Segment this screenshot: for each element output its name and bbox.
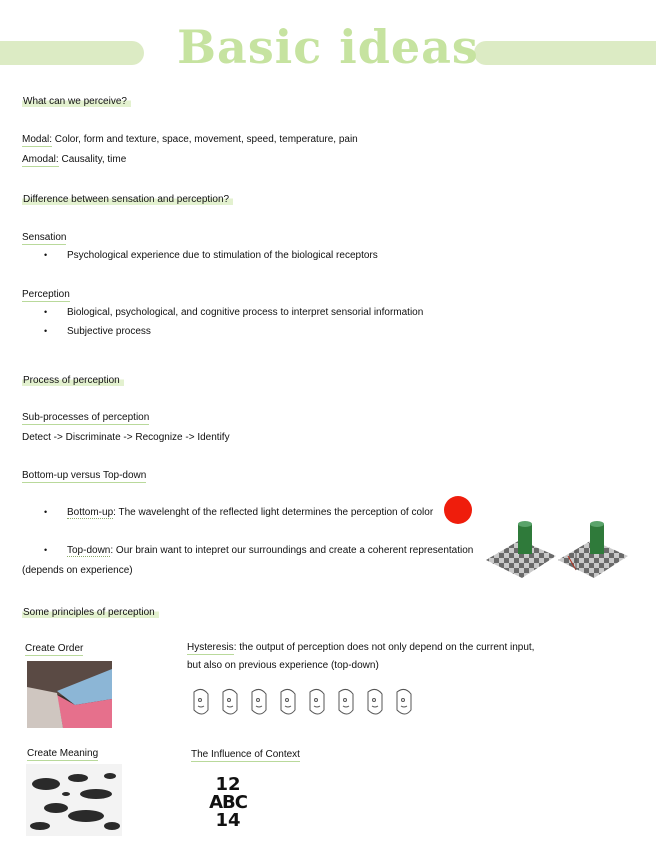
bottom-up-line <box>67 506 433 519</box>
hysteresis-line <box>187 641 534 654</box>
top-down-text: : Our brain want to intepret our surroundings and create a coherent representation <box>110 545 474 556</box>
perception-heading: Perception <box>22 289 70 300</box>
heading-difference: Difference between sensation and perception? <box>22 193 233 206</box>
hysteresis-text: : the output of perception does not only depend on the current input, <box>233 642 535 653</box>
perception-bullet-1: Biological, psychological, and cognitive process to interpret sensorial information <box>67 307 424 318</box>
context-figure-middle: ABC <box>209 792 247 813</box>
modal-label: Modal: <box>22 134 53 145</box>
heading-process: Process of perception <box>22 374 124 387</box>
context-heading: The Influence of Context <box>191 749 300 760</box>
top-down-text-2: (depends on experience) <box>22 565 133 576</box>
amodal-line <box>22 153 126 166</box>
bottom-up-label: Bottom-up <box>67 507 114 518</box>
context-figure <box>200 776 256 830</box>
subprocess-steps: Detect -> Discriminate -> Recognize -> Identify <box>22 432 230 443</box>
page-title: Basic ideas <box>177 20 479 74</box>
bottomtop-heading: Bottom-up versus Top-down <box>22 470 147 481</box>
bullet-icon: • <box>44 545 48 555</box>
bottom-up-text: : The wavelenght of the reflected light determines the perception of color <box>113 507 434 518</box>
context-figure-top: 12 <box>215 774 241 795</box>
bullet-icon: • <box>44 326 48 336</box>
red-color-dot <box>444 496 472 524</box>
create-meaning-image <box>26 764 122 836</box>
sensation-bullet-1: Psychological experience due to stimulation of the biological receptors <box>67 250 378 261</box>
heading-principles: Some principles of perception <box>22 606 159 619</box>
checker-shadow-illusion-image <box>484 518 634 580</box>
heading-what-perceive: What can we perceive? <box>22 95 131 108</box>
modal-text: Color, form and texture, space, movement, speed, temperature, pain <box>52 134 358 145</box>
amodal-label: Amodal: <box>22 154 59 165</box>
top-down-line <box>67 544 473 557</box>
bullet-icon: • <box>44 507 48 517</box>
bullet-icon: • <box>44 250 48 260</box>
face-sequence-image <box>186 686 422 722</box>
hysteresis-text-2: but also on previous experience (top-down) <box>187 660 379 671</box>
create-order-heading: Create Order <box>25 643 84 654</box>
create-order-image <box>27 661 112 728</box>
modal-line <box>22 133 358 146</box>
sensation-heading: Sensation <box>22 232 67 243</box>
create-meaning-heading: Create Meaning <box>27 748 99 759</box>
top-down-label: Top-down <box>67 545 111 556</box>
subprocess-heading: Sub-processes of perception <box>22 412 150 423</box>
amodal-text: Causality, time <box>58 154 127 165</box>
context-figure-bottom: 14 <box>215 810 241 831</box>
hysteresis-label: Hysteresis <box>187 642 234 653</box>
bullet-icon: • <box>44 307 48 317</box>
perception-bullet-2: Subjective process <box>67 326 151 337</box>
